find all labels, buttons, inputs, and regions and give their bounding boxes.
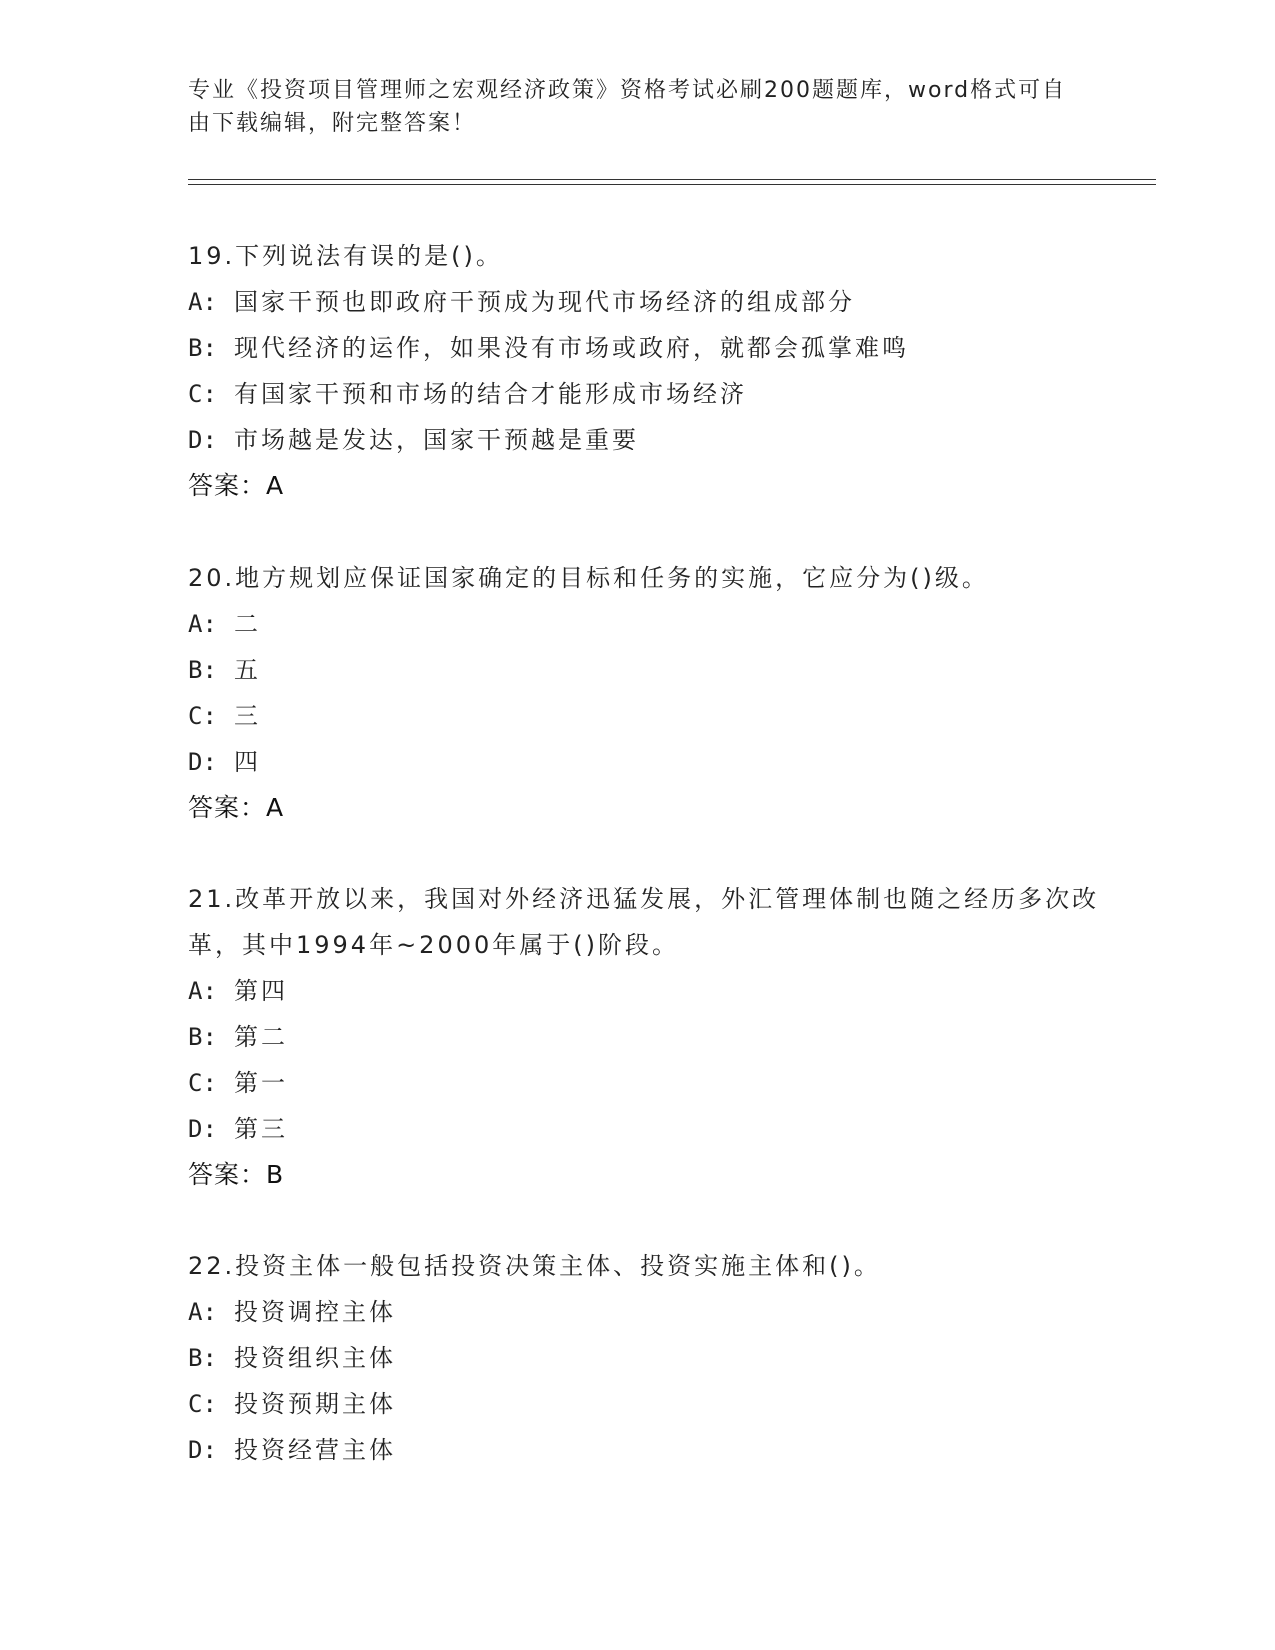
option-letter: D:	[188, 748, 217, 776]
option-letter: B:	[188, 334, 217, 362]
answer-label: 答案：A	[188, 793, 285, 822]
option-text: 有国家干预和市场的结合才能形成市场经济	[234, 380, 747, 408]
option-c	[188, 1060, 1148, 1106]
option-a	[188, 601, 1148, 647]
option-text: 第三	[234, 1115, 288, 1143]
option-text: 投资组织主体	[234, 1344, 396, 1372]
question-22	[188, 1243, 1148, 1473]
option-c	[188, 693, 1148, 739]
option-d	[188, 739, 1148, 785]
option-c	[188, 371, 1148, 417]
question-stem: 19.下列说法有误的是()。	[188, 242, 503, 270]
option-text: 市场越是发达，国家干预越是重要	[234, 426, 639, 454]
option-a	[188, 968, 1148, 1014]
option-letter: C:	[188, 1069, 217, 1097]
option-text: 国家干预也即政府干预成为现代市场经济的组成部分	[234, 288, 855, 316]
option-text: 现代经济的运作，如果没有市场或政府，就都会孤掌难鸣	[234, 334, 909, 362]
answer-label: 答案：B	[188, 1160, 285, 1189]
option-c	[188, 1381, 1148, 1427]
option-text: 投资调控主体	[234, 1298, 396, 1326]
option-text: 第一	[234, 1069, 288, 1097]
option-d	[188, 417, 1148, 463]
question-20	[188, 555, 1148, 831]
option-d	[188, 1427, 1148, 1473]
option-text: 第二	[234, 1023, 288, 1051]
question-21	[188, 876, 1148, 1198]
option-letter: C:	[188, 1390, 217, 1418]
question-19	[188, 233, 1148, 509]
option-b	[188, 1335, 1148, 1381]
option-letter: D:	[188, 1436, 217, 1464]
option-a	[188, 279, 1148, 325]
option-b	[188, 647, 1148, 693]
option-text: 四	[234, 748, 261, 776]
option-letter: D:	[188, 426, 217, 454]
option-text: 五	[234, 656, 261, 684]
option-b	[188, 1014, 1148, 1060]
option-letter: A:	[188, 288, 217, 316]
option-text: 投资经营主体	[234, 1436, 396, 1464]
option-letter: A:	[188, 1298, 217, 1326]
option-b	[188, 325, 1148, 371]
document-header: 专业《投资项目管理师之宏观经济政策》资格考试必刷200题题库，word格式可自由下载编辑，附完整答案！	[188, 78, 1067, 136]
option-letter: D:	[188, 1115, 217, 1143]
option-letter: B:	[188, 656, 217, 684]
option-d	[188, 1106, 1148, 1152]
question-stem: 22.投资主体一般包括投资决策主体、投资实施主体和()。	[188, 1252, 881, 1280]
option-text: 二	[234, 610, 261, 638]
header-rule-bottom	[188, 184, 1156, 185]
option-letter: B:	[188, 1023, 217, 1051]
option-letter: C:	[188, 702, 217, 730]
option-a	[188, 1289, 1148, 1335]
option-letter: B:	[188, 1344, 217, 1372]
option-letter: C:	[188, 380, 217, 408]
question-stem: 20.地方规划应保证国家确定的目标和任务的实施，它应分为()级。	[188, 564, 989, 592]
option-letter: A:	[188, 610, 217, 638]
option-text: 投资预期主体	[234, 1390, 396, 1418]
header-rule-top	[188, 179, 1156, 180]
answer-label: 答案：A	[188, 471, 285, 500]
question-stem: 21.改革开放以来，我国对外经济迅猛发展，外汇管理体制也随之经历多次改革，其中1994年~2000年属于()阶段。	[188, 885, 1100, 959]
option-text: 第四	[234, 977, 288, 1005]
option-letter: A:	[188, 977, 217, 1005]
option-text: 三	[234, 702, 261, 730]
